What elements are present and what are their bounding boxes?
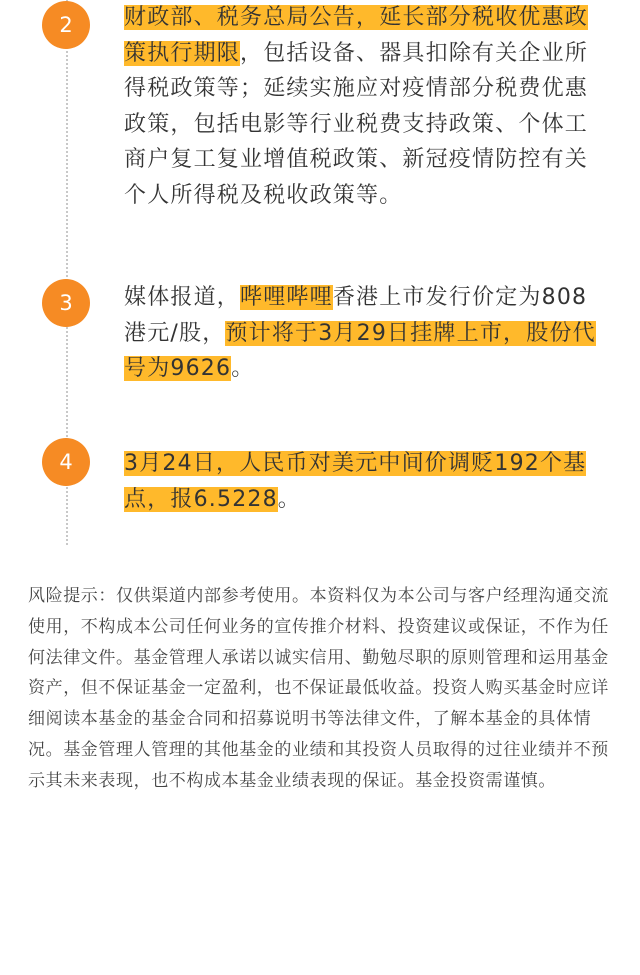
- item-text: 媒体报道，: [124, 285, 241, 310]
- highlighted-text: 财政部、税务总局公告，延长部分税收优惠政策执行期限: [124, 5, 589, 66]
- news-item: [124, 0, 610, 213]
- item-number: 3: [59, 291, 73, 315]
- item-text: ，包括设备、器具扣除有关企业所得税政策等；延续实施应对疫情部分税费优惠政策，包括电影等行业税费支持政策、个体工商户复工复业增值税政策、新冠疫情防控有关个人所得税及税收政策等。: [124, 40, 589, 208]
- highlighted-text: 预计将于3月29日挂牌上市，股份代号为9626: [124, 320, 596, 381]
- news-item: [124, 446, 610, 517]
- item-text: 。: [231, 356, 255, 381]
- item-number-badge: [42, 438, 90, 486]
- highlighted-text: 3月24日，人民币对美元中间价调贬192个基点，报6.5228: [124, 451, 587, 512]
- item-number-badge: [42, 279, 90, 327]
- item-text: 。: [277, 486, 301, 512]
- item-number-badge: [42, 1, 90, 49]
- item-text: 香港上市发行价定为808港元/股，: [124, 285, 588, 346]
- highlighted-text: 哔哩哔哩: [240, 285, 333, 310]
- item-number: 4: [59, 450, 73, 474]
- risk-disclaimer: 风险提示：仅供渠道内部参考使用。本资料仅为本公司与客户经理沟通交流使用，不构成本公司任何业务的宣传推介材料、投资建议或保证，不作为任何法律文件。基金管理人承诺以诚实信用、勤勉尽职的原则管理和运用基金资产，但不保证基金一定盈利，也不保证最低收益。投资人购买基金时应详细阅读本基金的基金合同和招募说明书等法律文件，了解本基金的具体情况。基金管理人管理的其他基金的业绩和其投资人员取得的过往业绩并不预示其未来表现，也不构成本基金业绩表现的保证。基金投资需谨慎。: [28, 586, 609, 791]
- news-item: [124, 280, 610, 387]
- item-number: 2: [59, 13, 73, 37]
